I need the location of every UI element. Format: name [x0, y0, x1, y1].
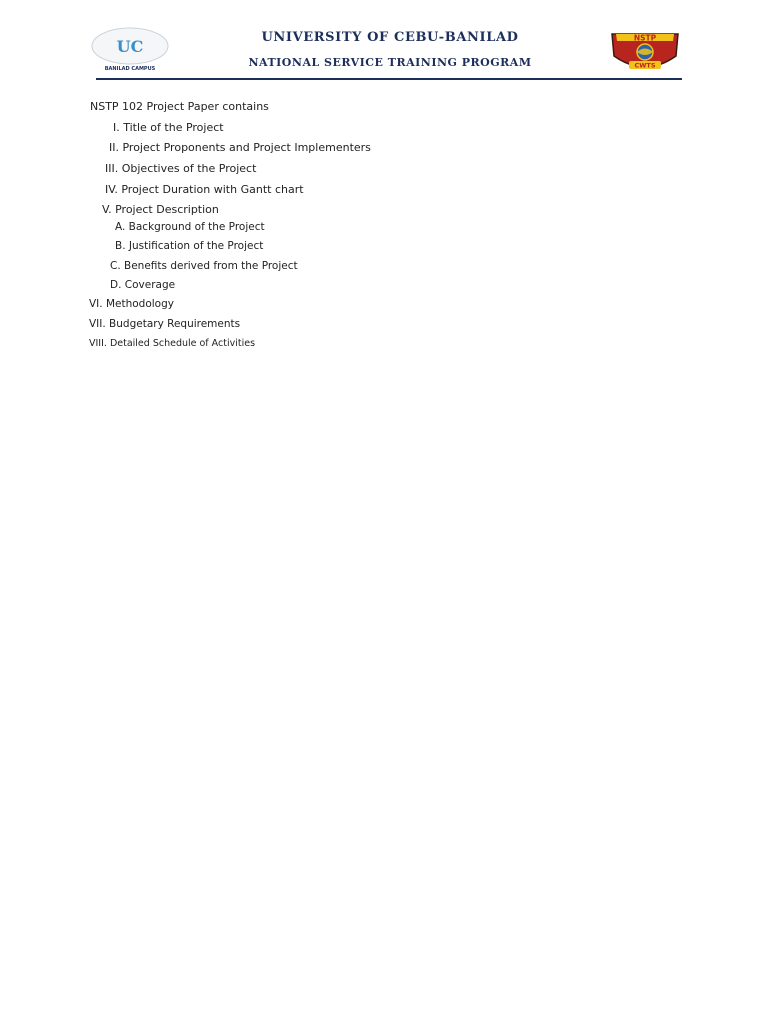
outline-item-vii: VII. Budgetary Requirements	[89, 318, 241, 330]
university-logo-icon	[90, 26, 170, 74]
outline-item-v: V. Project Description	[102, 203, 219, 216]
header-divider	[96, 78, 682, 80]
document-header	[0, 0, 768, 82]
outline-item-i: I. Title of the Project	[113, 121, 224, 134]
outline-item-iii: III. Objectives of the Project	[105, 162, 257, 175]
outline-item-ii: II. Project Proponents and Project Implementers	[109, 141, 371, 154]
uc-logo-campus: BANILAD CAMPUS	[104, 66, 156, 72]
outline-heading: NSTP 102 Project Paper contains	[90, 100, 269, 113]
outline-item-iv: IV. Project Duration with Gantt chart	[105, 183, 304, 196]
nstp-badge-bottom-text: CWTS	[634, 61, 656, 70]
outline-item-vi: VI. Methodology	[89, 298, 174, 310]
uc-logo-text: UC	[116, 37, 144, 56]
program-name: NATIONAL SERVICE TRAINING PROGRAM	[248, 56, 532, 69]
nstp-badge-icon	[606, 30, 684, 74]
outline-item-viii: VIII. Detailed Schedule of Activities	[89, 338, 256, 349]
outline-item-v-c: C. Benefits derived from the Project	[110, 260, 298, 272]
nstp-badge-top-text: NSTP	[633, 33, 657, 43]
outline-item-v-d: D. Coverage	[110, 279, 176, 291]
university-name: UNIVERSITY OF CEBU-BANILAD	[261, 30, 519, 45]
outline-item-v-b: B. Justification of the Project	[115, 240, 264, 252]
outline-item-v-a: A. Background of the Project	[115, 221, 265, 233]
